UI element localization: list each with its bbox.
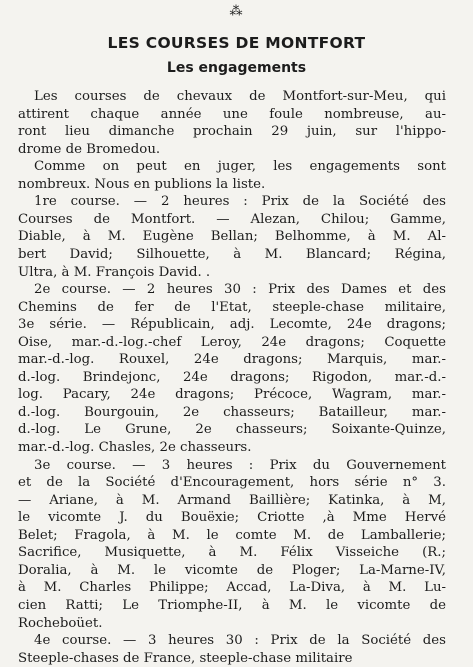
text-line-content: nombreux. Nous en publions la liste.: [18, 176, 266, 192]
text-line-content: d.-log. Bourgouin, 2e chasseurs; Batailleur, mar.-: [18, 404, 446, 420]
text-line-content: 3e course. — 3 heures : Prix du Gouvernement: [34, 457, 446, 473]
text-line: [0, 579, 446, 596]
text-line-content: d.-log. Le Grune, 2e chasseurs; Soixante-Quinze,: [18, 422, 446, 438]
text-line-content: à M. Charles Philippe; Accad, La-Diva, à M. Lu-: [18, 580, 446, 596]
text-line: [0, 615, 446, 632]
text-line: [0, 369, 446, 386]
text-line: [0, 527, 446, 544]
article-headline: LES COURSES DE MONTFORT: [107, 34, 366, 52]
text-line: [0, 141, 446, 158]
text-line-content: Sacrifice, Musiquette, à M. Félix Visseiche (R.;: [18, 545, 446, 561]
text-line: [0, 632, 446, 649]
text-line: [0, 457, 446, 474]
text-line-content: 3e série. — Républicain, adj. Lecomte, 24e dragons;: [18, 317, 446, 333]
text-line: [0, 597, 446, 614]
text-line-content: drome de Bromedou.: [18, 141, 161, 157]
text-line-content: ront lieu dimanche prochain 29 juin, sur l'hippo-: [18, 124, 446, 140]
text-line-content: bert David; Silhouette, à M. Blancard; Régina,: [18, 246, 446, 262]
text-line: [0, 88, 446, 105]
text-line: [0, 193, 446, 210]
text-line: [0, 158, 446, 175]
text-line: [0, 316, 446, 333]
text-line: [0, 264, 446, 281]
text-line-content: Ultra, à M. François David. .: [18, 264, 211, 280]
text-line-content: 1re course. — 2 heures : Prix de la Société des: [34, 194, 446, 210]
text-line: [0, 281, 446, 298]
text-line: [0, 351, 446, 368]
text-line: [0, 123, 446, 140]
text-line-content: le vicomte J. du Bouëxie; Criotte ,à Mme Hervé: [18, 510, 446, 526]
text-line: [0, 386, 446, 403]
text-line-content: Chemins de fer de l'Etat, steeple-chase militaire,: [18, 299, 446, 315]
text-line: [0, 228, 446, 245]
text-line: [0, 246, 446, 263]
text-line-content: 2e course. — 2 heures 30 : Prix des Dames et des: [34, 282, 446, 298]
text-line-content: Oise, mar.-d.-log.-chef Leroy, 24e dragons; Coquette: [18, 334, 446, 350]
text-line: [0, 439, 446, 456]
text-line-content: Belet; Fragola, à M. le comte M. de Lamballerie;: [18, 527, 446, 543]
text-line-content: attirent chaque année une foule nombreuse, au-: [18, 106, 446, 122]
text-line-content: d.-log. Brindejonc, 24e dragons; Rigodon, mar.-d.-: [18, 369, 446, 385]
text-line-content: Steeple-chases de France, steeple-chase militaire: [18, 650, 353, 666]
text-line: [0, 474, 446, 491]
text-line: [0, 106, 446, 123]
text-line: [0, 492, 446, 509]
text-line-content: log. Pacary, 24e dragons; Précoce, Wagram, mar.-: [18, 387, 446, 403]
asterism-ornament: ⁂: [229, 4, 244, 19]
text-line-content: Les courses de chevaux de Montfort-sur-Meu, qui: [34, 89, 446, 104]
text-line: [0, 509, 446, 526]
text-line-content: — Ariane, à M. Armand Baillière; Katinka, à M,: [18, 492, 446, 508]
text-line: [0, 176, 446, 193]
text-line: [0, 334, 446, 351]
text-line-content: et de la Société d'Encouragement, hors série n° 3.: [18, 475, 446, 491]
text-line-content: 4e course. — 3 heures 30 : Prix de la Société des: [34, 633, 446, 649]
text-line-content: cien Ratti; Le Triomphe-II, à M. le vicomte de: [18, 597, 446, 613]
text-line-content: Diable, à M. Eugène Bellan; Belhomme, à M. Al-: [18, 229, 446, 245]
text-line: [0, 562, 446, 579]
text-line: [0, 544, 446, 561]
text-line: [0, 421, 446, 438]
text-line-content: Comme on peut en juger, les engagements sont: [34, 159, 446, 175]
text-line-content: Courses de Montfort. — Alezan, Chilou; Gamme,: [18, 211, 446, 227]
article-subheadline: Les engagements: [166, 60, 307, 76]
text-line-content: mar.-d.-log. Chasles, 2e chasseurs.: [18, 440, 252, 455]
text-line: [0, 211, 446, 228]
text-line: [0, 299, 446, 316]
text-line-content: Rocheboüet.: [18, 615, 103, 631]
text-line-content: mar.-d.-log. Rouxel, 24e dragons; Marquis, mar.-: [18, 352, 446, 368]
text-line: [0, 650, 446, 667]
text-line: [0, 404, 446, 421]
text-line-content: Doralia, à M. le vicomte de Ploger; La-Marne-IV,: [18, 562, 446, 578]
